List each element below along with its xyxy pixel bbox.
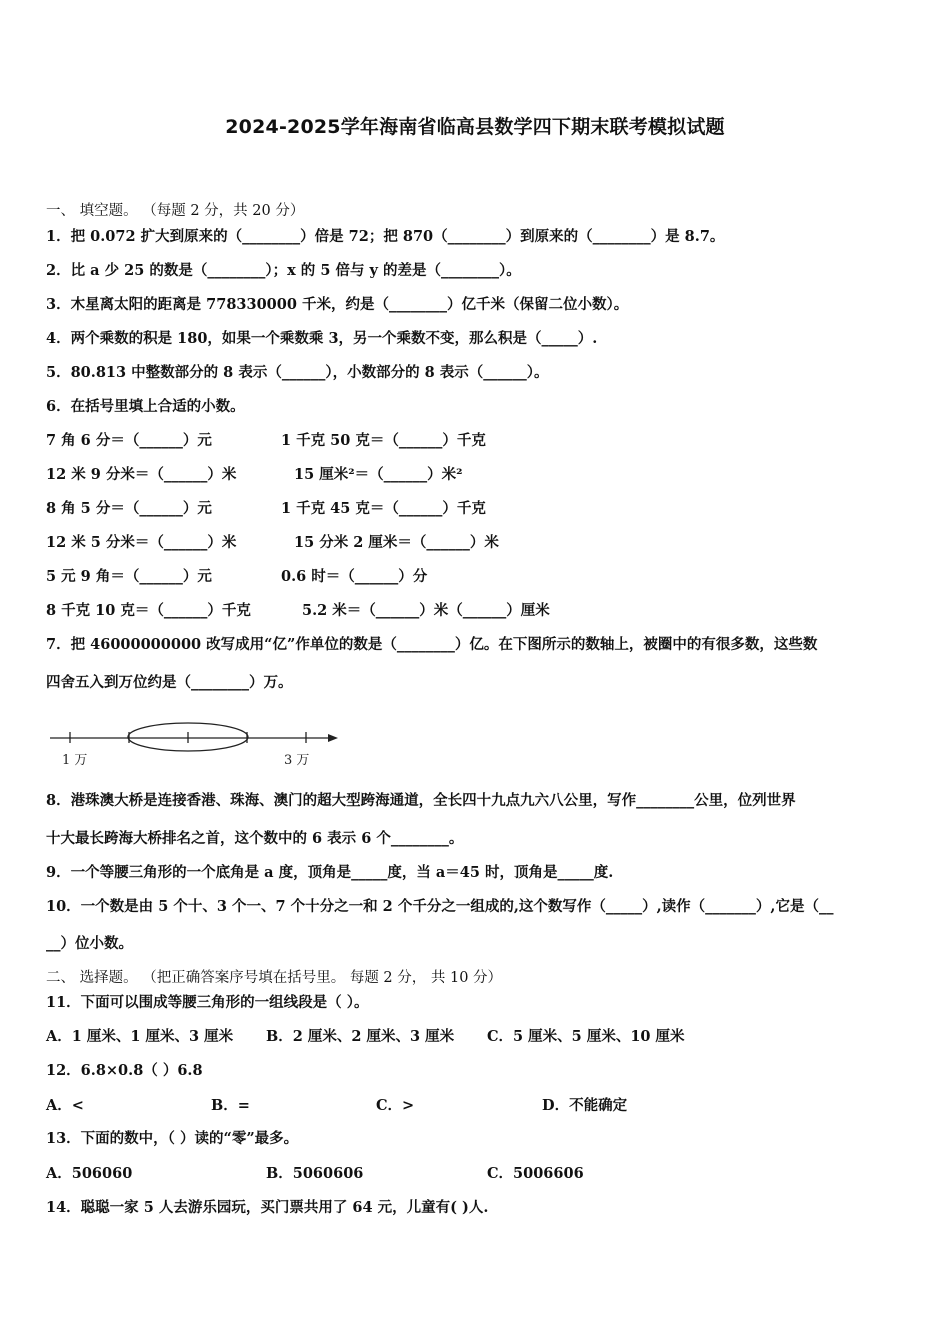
number-line-svg xyxy=(48,712,348,774)
option-b: B．= xyxy=(211,1097,250,1114)
question-5: 5．80.813 中整数部分的 8 表示（______），小数部分的 8 表示（______）。 xyxy=(46,364,549,381)
q6-row xyxy=(46,465,916,485)
question-14: 14．聪聪一家 5 人去游乐园玩，买门票共用了 64 元，儿童有( )人. xyxy=(46,1199,489,1216)
q6-right: 15 厘米²＝（______）米² xyxy=(294,466,463,483)
q6-left: 12 米 9 分米＝（______）米 xyxy=(46,466,237,483)
q6-row xyxy=(46,499,916,519)
option-a: A．506060 xyxy=(46,1165,133,1182)
page-title: 2024-2025学年海南省临高县数学四下期末联考模拟试题 xyxy=(225,116,725,138)
number-line-figure xyxy=(48,712,348,774)
question-8: 8．港珠澳大桥是连接香港、珠海、澳门的超大型跨海通道，全长四十九点九六八公里，写作________公里，位列世界 xyxy=(46,792,796,809)
question-11: 11．下面可以围成等腰三角形的一组线段是（ ）。 xyxy=(46,994,369,1011)
label-right: 3 万 xyxy=(284,753,310,768)
q6-right: 1 千克 50 克＝（______）千克 xyxy=(281,432,486,449)
q6-left: 7 角 6 分＝（______）元 xyxy=(46,432,212,449)
option-b: B．2 厘米、2 厘米、3 厘米 xyxy=(266,1028,455,1045)
section-heading-choice: 二、 选择题。 （把正确答案序号填在括号里。 每题 2 分， 共 10 分） xyxy=(46,970,503,986)
option-c: C．5 厘米、5 厘米、10 厘米 xyxy=(487,1028,685,1045)
q6-right: 1 千克 45 克＝（______）千克 xyxy=(281,500,486,517)
q6-left: 8 千克 10 克＝（______）千克 xyxy=(46,602,251,619)
section-heading-fill-in: 一、 填空题。 （每题 2 分，共 20 分） xyxy=(46,203,305,219)
question-13: 13．下面的数中，（ ）读的“零”最多。 xyxy=(46,1130,299,1147)
q6-left: 8 角 5 分＝（______）元 xyxy=(46,500,212,517)
question-7-cont: 四舍五入到万位约是（________）万。 xyxy=(46,674,293,691)
question-3: 3．木星离太阳的距离是 778330000 千米，约是（________）亿千米（保留二位小数）。 xyxy=(46,296,629,313)
q6-left: 12 米 5 分米＝（______）米 xyxy=(46,534,237,551)
question-8-cont: 十大最长跨海大桥排名之首，这个数中的 6 表示 6 个________。 xyxy=(46,830,464,847)
option-a: A．1 厘米、1 厘米、3 厘米 xyxy=(46,1028,234,1045)
question-12: 12．6.8×0.8（ ）6.8 xyxy=(46,1062,203,1079)
q6-right: 0.6 时＝（______）分 xyxy=(281,568,428,585)
question-4: 4．两个乘数的积是 180，如果一个乘数乘 3，另一个乘数不变，那么积是（_____）. xyxy=(46,330,598,347)
q6-right: 15 分米 2 厘米＝（______）米 xyxy=(294,534,499,551)
q6-row xyxy=(46,567,916,587)
question-10: 10．一个数是由 5 个十、3 个一、7 个十分之一和 2 个千分之一组成的,这个数写作（_____）,读作（_______）,它是（__ xyxy=(46,898,834,915)
option-d: D．不能确定 xyxy=(542,1097,628,1114)
option-c: C．> xyxy=(376,1097,415,1114)
arrow-head-icon xyxy=(328,734,338,742)
question-7: 7．把 46000000000 改写成用“亿”作单位的数是（________）亿。在下图所示的数轴上，被圈中的有很多数，这些数 xyxy=(46,636,818,653)
q6-right: 5.2 米＝（______）米（______）厘米 xyxy=(302,602,550,619)
question-2: 2．比 a 少 25 的数是（________）；x 的 5 倍与 y 的差是（________）。 xyxy=(46,262,521,279)
question-6: 6．在括号里填上合适的小数。 xyxy=(46,398,245,415)
q6-left: 5 元 9 角＝（______）元 xyxy=(46,568,212,585)
option-a: A．< xyxy=(46,1097,84,1114)
q6-row xyxy=(46,601,916,621)
question-1: 1．把 0.072 扩大到原来的（________）倍是 72；把 870（________）到原来的（________）是 8.7。 xyxy=(46,228,725,245)
option-b: B．5060606 xyxy=(266,1165,364,1182)
label-left: 1 万 xyxy=(62,753,88,768)
question-10-cont: __）位小数。 xyxy=(46,935,133,952)
q6-row xyxy=(46,533,916,553)
option-c: C．5006606 xyxy=(487,1165,584,1182)
question-9: 9．一个等腰三角形的一个底角是 a 度，顶角是_____度，当 a＝45 时，顶角是_____度. xyxy=(46,864,614,881)
q6-row xyxy=(46,431,916,451)
